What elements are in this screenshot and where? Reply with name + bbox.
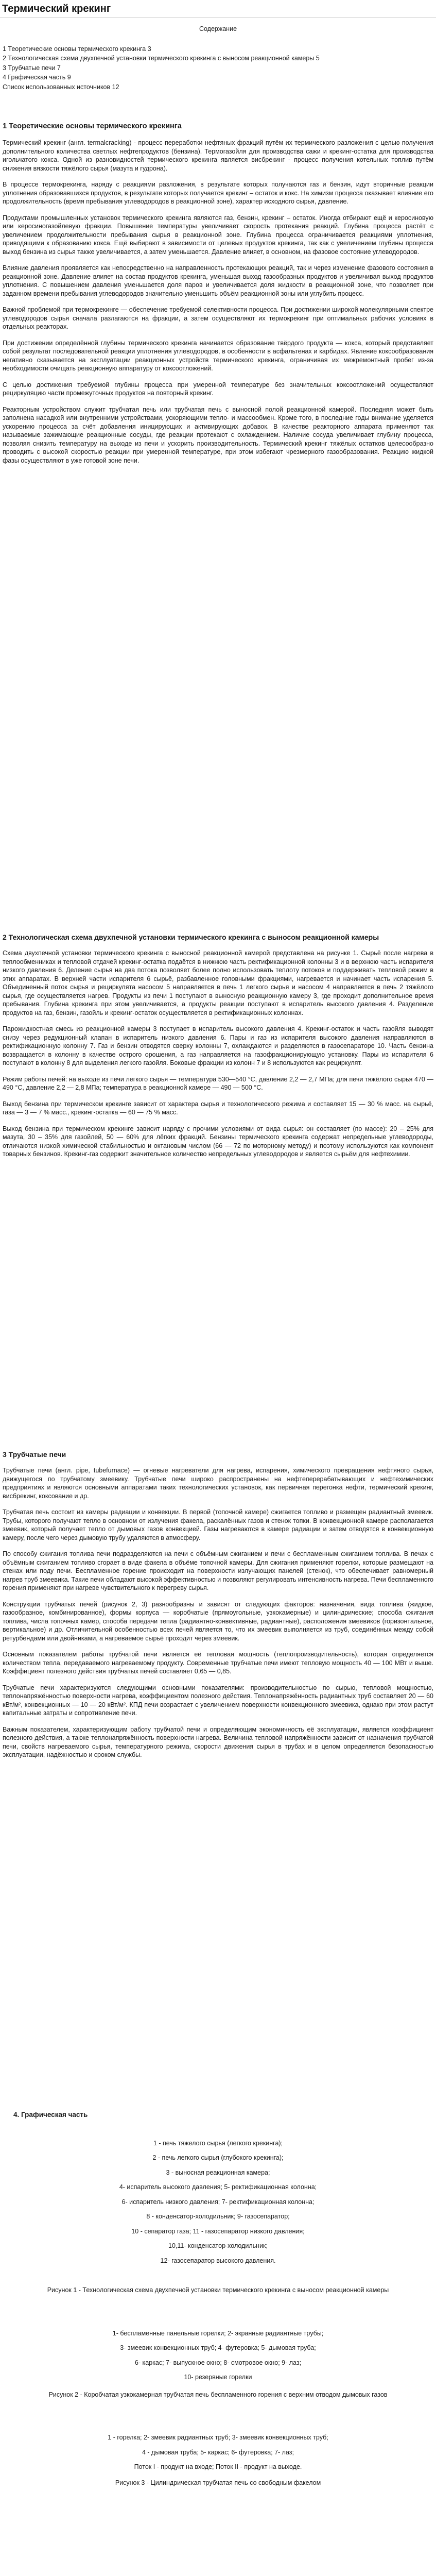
toc-item[interactable]: 1 Теоретические основы термического крекинга 3 <box>3 45 151 53</box>
paragraph: Выход бензина при термическом крекинге зависит от характера сырья и технологического режима и составляет 15 — 30 % масс. на сырьё, газа — 3 — 7 % масс., крекинг-остатка — 60 — 75 % масс. <box>3 1100 433 1116</box>
legend-line: 1 - горелка; 2- змеевик радиантных труб; 3- змеевик конвекционных труб; <box>108 2434 328 2442</box>
table-of-contents <box>0 25 436 92</box>
paragraph: Влияние давления проявляется как непосредственно на направленность протекающих реакций, так и через изменение фазового состояния в реакционной зоне. Давление влияет на состав продуктов крекинга, уменьшая выход газообразных продуктов и увеличивая выход продуктов уплотнения. С повышением давления уменьшается доля паров и увеличивается доля жидкости в реакционной зоне, что позволяет при заданном времени пребывания углеводородов значительно уменьшить объём реакционной зоны или углубить процесс. <box>3 264 433 297</box>
legend-line: 1- беспламенные панельные горелки; 2- экранные радиантные трубы; <box>112 2329 324 2337</box>
paragraph: Парожидкостная смесь из реакционной камеры 3 поступает в испаритель высокого давления 4. Крекинг-остаток и часть газойля выводят снизу через редукционный клапан в испаритель низкого давления 6. Пары и газ из испарителя высокого давления направляются в ректификационную колонну 7. Газ и бензин отводятся сверху колонны 7, охлаждаются и разделяются в газосепараторе 10. Часть бензина возвращается в колонну в качестве острого орошения, а газ направляется на газофракционирующую установку. Пары из испарителя 6 поступают в колонну 8 для выделения легкого газойля. Боковые фракции из колонн 7 и 8 используются как рециркулят. <box>3 1025 433 1067</box>
section-scheme <box>0 933 436 1166</box>
legend-line: 6- испаритель низкого давления; 7- ректификационная колонна; <box>121 2198 315 2206</box>
toc-item[interactable]: 2 Технологическая схема двухпечной установки термического крекинга с выносом реакционной камеры 5 <box>3 55 320 62</box>
paragraph: Трубчатая печь состоит из камеры радиации и конвекции. В первой (топочной камере) сжигается топливо и размещен радиантный змеевик. Трубы, которого получают тепло в основном от излучения факела, раскалённых газов и стенок топки. В конвекционной камере располагается змеевик, который получает тепло от дымовых газов конвекцией. Газы нагреваются в камере радиации и затем отводятся в конвекционную камеру, после чего через дымовую трубу удаляются в атмосферу. <box>3 1509 433 1541</box>
section-tube-furnaces <box>0 1450 436 1767</box>
paragraph: Основным показателем работы трубчатой печи является её тепловая мощность (теплопроизводительность), которая определяется количеством тепла, передаваемого нагреваемому продукту. Современные трубчатые печи имеют тепловую мощность 40 — 100 МВт и выше. Коэффициент полезного действия трубчатых печей составляет 0,65 — 0,85. <box>3 1651 433 1675</box>
paragraph: Режим работы печей: на выходе из печи легкого сырья — температура 530—540 °С, давление 2,2 — 2,7 МПа; для печи тяжёлого сырья 470 — 490 °С, давление 2,2 — 2,8 МПа; температура в реакционной камере — 490 — 500 °С. <box>3 1075 433 1092</box>
legend-line: 6- каркас; 7- выпускное окно; 8- смотровое окно; 9- лаз; <box>134 2359 302 2366</box>
paragraph: С целью достижения требуемой глубины процесса при умеренной температуре без значительных коксоотложений осуществляют рециркуляцию части промежуточных продуктов на повторный крекинг. <box>3 381 433 397</box>
legend-line: 2 - печь легкого сырья (глубокого крекинга); <box>152 2154 284 2162</box>
figure-3-legend <box>0 2433 436 2471</box>
toc-item[interactable]: 3 Трубчатые печи 7 <box>3 64 61 72</box>
legend-line: 3- змеевик конвекционных труб; 4- футеровка; 5- дымовая труба; <box>120 2344 316 2352</box>
section-theory <box>0 122 436 472</box>
legend-line: 4- испаритель высокого давления; 5- ректификационная колонна; <box>119 2183 317 2191</box>
legend-line: 1 - печь тяжелого сырья (легкого крекинга); <box>153 2139 283 2147</box>
figure-2-legend <box>0 2329 436 2382</box>
legend-line: 3 - выносная реакционная камера; <box>166 2168 270 2176</box>
legend-line: 12- газосепаратор высокого давления. <box>160 2257 276 2264</box>
figure-caption: Рисунок 3 - Цилиндрическая трубчатая печь со свободным факелом <box>115 2479 321 2486</box>
paragraph: Конструкции трубчатых печей (рисунок 2, 3) разнообразны и зависят от следующих факторов: назначения, вида топлива (жидкое, газообразное, комбинированное), формы корпуса — коробчатые (прямоугольные, узкокамерные) и цилиндрические; способа сжигания топлива, числа топочных камер, способа передачи тепла (радиантно-конвективные, радиантные), расположения змеевиков (горизонтальное, вертикальное) и др. Отличительной особенностью всех печей является то, что их змеевик выполняется из труб, соединённых между собой ретурбендами или двойниками, а нагреваемое сырьё проходит через змеевик. <box>3 1600 433 1642</box>
legend-line: 10 - сепаратор газа; 11 - газосепаратор низкого давления; <box>131 2227 305 2235</box>
figure-caption: Рисунок 1 - Технологическая схема двухпечной установки термического крекинга с выносом реакционной камеры <box>47 2286 389 2294</box>
paragraph: Трубчатые печи характеризуются следующими основными показателями: производительностью по сырью, тепловой мощностью, теплонапряжённостью поверхности нагрева, коэффициентом полезного действия. Теплонапряжённость радиантных труб составляет 20 — 60 кВт/м², конвекционных — 10 — 20 кВт/м². КПД печи возрастает с увеличением поверхности конвекционного змеевика, однако при этом растут капитальные затраты и сопротивление печи. <box>3 1684 433 1717</box>
legend-line: 10- резервные горелки <box>184 2374 252 2381</box>
section-graphics <box>0 2110 436 2487</box>
paragraph: Продуктами промышленных установок термического крекинга являются газ, бензин, крекинг – остаток. Иногда отбирают ещё и керосиновую или керосиногазойлевую фракции. Повышение температуры увеличивает скорость протекания реакций. Глубина процесса растёт с увеличением продолжительности пребывания сырья в реакционной зоне. Глубина процесса ограничивается реакциями уплотнения, приводящими к образованию кокса. Ещё выбирают в зависимости от целевых продуктов крекинга, так как с увеличением глубины процесса выход бензина из сырья также увеличивается, а затем уменьшается. Давление влияет, в основном, на фазовое состояние углеводородов. <box>3 214 433 256</box>
figure-caption: Рисунок 2 - Коробчатая узкокамерная трубчатая печь беспламенного горения с верхним отводом дымовых газов <box>48 2391 388 2398</box>
section-heading: 4. Графическая часть <box>13 2111 88 2119</box>
paragraph: Схема двухпечной установки термического крекинга с выносной реакционной камерой представлена на рисунке 1. Сырьё после нагрева в теплообменниках и тепловой отдачей крекинг-остатка подаётся в нижнюю часть ректификационной колонны 3 и в верхнюю часть испарителя низкого давления 6. Деление сырья на два потока позволяет более полно использовать теплоту потоков и поддерживать тепловой режим в этих аппаратах. В верхней части испарителя 6 сырьё, разбавленное головными фракциями, нагревается и начинает часть испарения 5. Объединенный поток сырья и рециркулята насосом 5 направляется в печь 1 легкого сырья и насосом 4 направляется в печь 2 тяжёлого сырья, где осуществляется нагрев. Продукты из печи 1 поступают в выносную реакционную камеру 3, где проходит дополнительное время пребывания. Глубина крекинга при этом увеличивается, а продукты реакции поступают в испаритель высокого давления 4. Разделение продуктов на газ, бензин, газойль и крекинг-остаток осуществляется в ректификационных колоннах. <box>3 950 433 1016</box>
paragraph: Реакторным устройством служит трубчатая печь или трубчатая печь с выносной полой реакционной камерой. Последняя может быть заполнена насадкой или внутренними устройствами, ускоряющими тепло- и массообмен. Кроме того, в последние годы внимание уделяется ускорению процесса за счёт добавления иницирующих и активирующих добавок. В качестве реакторного аппарата применяют так называемые зажимающие реакционные сосуды, где реакции протекают с охлаждением. Наличие сосуда увеличивает глубину процесса, позволяя снизить температуру на выходе из печи и ускорить производительность. Термический крекинг тяжёлых остатков целесообразно проводить с высокой скоростью реакции при умеренной температуре, при этом избегают чрезмерного газообразования. Реакцию жидкой фазы осуществляют в уже готовой зоне печи. <box>3 405 433 464</box>
section-heading: 3 Трубчатые печи <box>3 1450 66 1459</box>
page-title: Термический крекинг <box>2 3 111 14</box>
section-heading: 1 Теоретические основы термического крекинга <box>3 122 182 130</box>
legend-line: 10,11- конденсатор-холодильник; <box>168 2242 268 2250</box>
paragraph: По способу сжигания топлива печи подразделяются на печи с объёмным сжиганием и печи с беспламенным сжиганием топлива. В печах с объёмным сжиганием топливо сгорает в виде факела в объёме топочной камеры. Для сжигания применяют горелки, которые размещают на стенах или поду печи. Беспламенное горение происходит на поверхности излучающих панелей (стенок), что обеспечивает равномерный нагрев труб змеевика. Такие печи обладают высокой эффективностью и позволяют регулировать интенсивность нагрева. Печи беспламенного горения применяют при нагреве чувствительного к перегреву сырья. <box>3 1550 433 1592</box>
figure-1-legend <box>0 2139 436 2265</box>
section-heading: 2 Технологическая схема двухпечной установки термического крекинга с выносом реакционной камеры <box>3 933 379 941</box>
paragraph: Выход бензина при термическом крекинге зависит наряду с прочими условиями от вида сырья: он составляет (по массе): 20 – 25% для мазута, 30 – 35% для газойлей, 50 — 60% для лёгких фракций. Бензины термического крекинга содержат непредельные углеводороды, отличаются низкой химической стабильностью и октановым числом (66 — 72 по моторному методу) и поэтому используются как компонент товарных бензинов. Крекинг-газ содержит значительное количество непредельных углеводородов и является сырьём для нефтехимии. <box>3 1125 433 1158</box>
paragraph: Важной проблемой при термокрекинге — обеспечение требуемой селективности процесса. При достижении широкой молекулярными спектре углеводородов сырья сначала разлагаются на фракции, а затем осуществляют их термокрекинг при оптимальных рабочих условиях в отдельных реакторах. <box>3 306 433 331</box>
legend-line: 8 - конденсатор-холодильник; 9- газосепаратор; <box>146 2213 290 2221</box>
paragraph: Термический крекинг (англ. termalcracking) - процесс переработки нефтяных фракций путём их термического разложения с целью получения дополнительного количества светлых нефтепродуктов (бензина). Термогазойля для производства сажи и крекинг-остатка для производства игольчатого кокса. Одной из разновидностей термического крекинга является висбрекинг - процесс получения котельных топлив путём снижения вязкости тяжёлого сырья (мазута и гудрона). <box>3 139 433 172</box>
paragraph: Трубчатые печи (англ. pipe, tubefurnace) — огневые нагреватели для нагрева, испарения, химического превращения нефтяного сырья, движущегося по трубчатому змеевику. Трубчатые печи широко распространены на нефтеперерабатывающих и нефтехимических предприятиях и являются основными аппаратами таких технологических установок, как первичная перегонка нефти, термический крекинг, висбрекинг, коксование и др. <box>3 1467 433 1500</box>
paragraph: Важным показателем, характеризующим работу трубчатой печи и определяющим экономичность её эксплуатации, является коэффициент полезного действия, а также теплонапряжённость поверхности нагрева. Величина тепловой напряжённости зависит от назначения трубчатой печи, свойств нагреваемого сырья, температурного режима, скорости движения сырья в трубах и в целом определяется безопасностью эксплуатации, надёжностью и сроком службы. <box>3 1725 433 1759</box>
paragraph: В процессе термокрекинга, наряду с реакциями разложения, в результате которых получаются газ и бензин, идут вторичные реакции уплотнения образовавшихся продуктов, в результате которых получается крекинг – остаток и кокс. На химизм процесса оказывает влияние его продолжительность (время пребывания углеводородов в реакционной зоне), характер исходного сырья, давление. <box>3 181 433 206</box>
toc-item[interactable]: 4 Графическая часть 9 <box>3 74 71 81</box>
toc-heading: Содержание <box>199 25 237 32</box>
legend-line: 4 - дымовая труба; 5- каркас; 6- футеровка; 7- лаз; <box>142 2448 294 2456</box>
paragraph: При достижении определённой глубины термического крекинга начинается образование твёрдого продукта — кокса, который представляет собой результат последовательной реакции уплотнения углеводородов, в особенности в асфальтенах и карбидах. Явление коксообразования негативно сказывается на эксплуатации реакционных устройств термического крекинга, ограничивая их межремонтный пробег из-за необходимости очищать реакционную аппаратуру от коксоотложений. <box>3 339 433 372</box>
toc-item[interactable]: Список использованных источников 12 <box>3 83 119 91</box>
legend-line: Поток I - продукт на входе; Поток II - продукт на выходе. <box>134 2463 302 2471</box>
